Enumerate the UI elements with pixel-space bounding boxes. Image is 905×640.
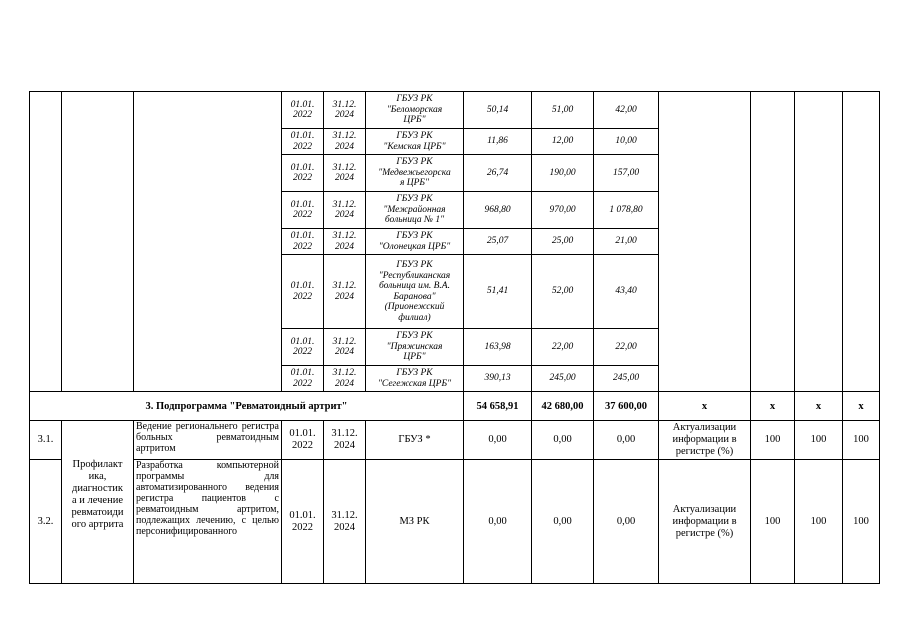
start-date: 01.01. 2022 <box>282 129 324 155</box>
subprogram-row <box>30 392 880 421</box>
organization: ГБУЗ РК "Республиканская больница им. В.А. Баранова" (Прионежский филиал) <box>366 255 464 329</box>
bottom-rows <box>30 421 880 584</box>
value-2023: 0,00 <box>532 421 594 460</box>
target-2022: 100 <box>751 460 795 584</box>
end-date: 31.12. 2024 <box>324 229 366 255</box>
start-date: 01.01. 2022 <box>282 460 324 584</box>
end-date: 31.12. 2024 <box>324 329 366 366</box>
top-rows <box>30 92 880 392</box>
value-2022: 390,13 <box>464 366 532 392</box>
group-label: Профилакт ика, диагностик а и лечение ревматоиди ого артрита <box>62 421 134 584</box>
value-2024: 0,00 <box>594 460 659 584</box>
subprogram-x-4: х <box>843 392 880 421</box>
value-2024: 22,00 <box>594 329 659 366</box>
indicator: Актуализации информации в регистре (%) <box>659 460 751 584</box>
table-row <box>30 460 880 584</box>
value-2024: 157,00 <box>594 155 659 192</box>
target-2024: 100 <box>843 460 880 584</box>
subprogram-title: 3. Подпрограмма "Ревматоидный артрит" <box>30 392 464 421</box>
organization: ГБУЗ РК "Медвежьегорска я ЦРБ" <box>366 155 464 192</box>
end-date: 31.12. 2024 <box>324 460 366 584</box>
end-date: 31.12. 2024 <box>324 255 366 329</box>
value-2024: 43,40 <box>594 255 659 329</box>
blank-target-3 <box>843 92 880 392</box>
value-2023: 245,00 <box>532 366 594 392</box>
start-date: 01.01. 2022 <box>282 421 324 460</box>
row-number: 3.1. <box>30 421 62 460</box>
value-2022: 0,00 <box>464 460 532 584</box>
value-2024: 1 078,80 <box>594 192 659 229</box>
blank-indicator <box>659 92 751 392</box>
subprogram-x-2: х <box>751 392 795 421</box>
subprogram-total-2023: 42 680,00 <box>532 392 594 421</box>
end-date: 31.12. 2024 <box>324 92 366 129</box>
row-number: 3.2. <box>30 460 62 584</box>
subprogram-x-3: х <box>795 392 843 421</box>
organization: МЗ РК <box>366 460 464 584</box>
start-date: 01.01. 2022 <box>282 92 324 129</box>
value-2022: 51,41 <box>464 255 532 329</box>
organization: ГБУЗ РК "Пряжинская ЦРБ" <box>366 329 464 366</box>
table-row <box>30 92 880 129</box>
value-2024: 245,00 <box>594 366 659 392</box>
organization: ГБУЗ * <box>366 421 464 460</box>
value-2023: 12,00 <box>532 129 594 155</box>
subprogram-x-1: х <box>659 392 751 421</box>
value-2024: 0,00 <box>594 421 659 460</box>
target-2024: 100 <box>843 421 880 460</box>
start-date: 01.01. 2022 <box>282 255 324 329</box>
start-date: 01.01. 2022 <box>282 155 324 192</box>
blank-cell <box>30 92 62 392</box>
value-2022: 968,80 <box>464 192 532 229</box>
start-date: 01.01. 2022 <box>282 329 324 366</box>
activity-description: Ведение региональнего регистра больных ревматоидным артритом <box>134 421 282 460</box>
program-table <box>29 91 880 584</box>
subprogram-total-2022: 54 658,91 <box>464 392 532 421</box>
end-date: 31.12. 2024 <box>324 366 366 392</box>
end-date: 31.12. 2024 <box>324 421 366 460</box>
organization: ГБУЗ РК "Олонецкая ЦРБ" <box>366 229 464 255</box>
activity-description: Разработка компьютерной программы для автоматизированного ведения регистра пациентов с ревматоидным артритом, подлежащих лечению, с целью персонифицированного <box>134 460 282 584</box>
organization: ГБУЗ РК "Беломорская ЦРБ" <box>366 92 464 129</box>
value-2024: 21,00 <box>594 229 659 255</box>
value-2022: 50,14 <box>464 92 532 129</box>
value-2022: 25,07 <box>464 229 532 255</box>
value-2022: 163,98 <box>464 329 532 366</box>
table-row <box>30 421 880 460</box>
value-2022: 26,74 <box>464 155 532 192</box>
organization: ГБУЗ РК "Кемская ЦРБ" <box>366 129 464 155</box>
blank-cell <box>62 92 134 392</box>
blank-target-1 <box>751 92 795 392</box>
value-2023: 970,00 <box>532 192 594 229</box>
value-2024: 10,00 <box>594 129 659 155</box>
end-date: 31.12. 2024 <box>324 129 366 155</box>
value-2024: 42,00 <box>594 92 659 129</box>
value-2022: 0,00 <box>464 421 532 460</box>
value-2023: 51,00 <box>532 92 594 129</box>
end-date: 31.12. 2024 <box>324 192 366 229</box>
subprogram-total-2024: 37 600,00 <box>594 392 659 421</box>
value-2023: 52,00 <box>532 255 594 329</box>
target-2022: 100 <box>751 421 795 460</box>
subprogram-section <box>30 392 880 421</box>
value-2023: 0,00 <box>532 460 594 584</box>
organization: ГБУЗ РК "Межрайонная больница № 1" <box>366 192 464 229</box>
start-date: 01.01. 2022 <box>282 192 324 229</box>
target-2023: 100 <box>795 460 843 584</box>
value-2023: 25,00 <box>532 229 594 255</box>
organization: ГБУЗ РК "Сегежская ЦРБ" <box>366 366 464 392</box>
value-2023: 190,00 <box>532 155 594 192</box>
blank-target-2 <box>795 92 843 392</box>
target-2023: 100 <box>795 421 843 460</box>
end-date: 31.12. 2024 <box>324 155 366 192</box>
blank-cell <box>134 92 282 392</box>
start-date: 01.01. 2022 <box>282 229 324 255</box>
value-2023: 22,00 <box>532 329 594 366</box>
value-2022: 11,86 <box>464 129 532 155</box>
indicator: Актуализации информации в регистре (%) <box>659 421 751 460</box>
start-date: 01.01. 2022 <box>282 366 324 392</box>
